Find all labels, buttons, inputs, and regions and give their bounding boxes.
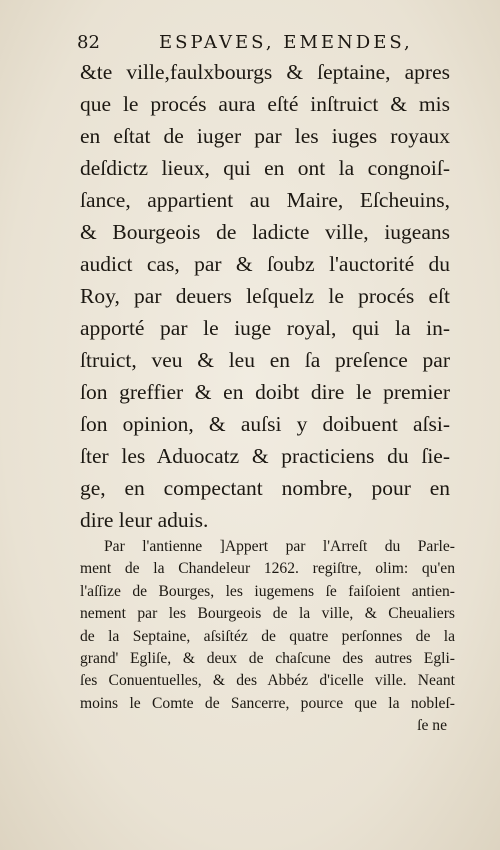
text-line: & Bourgeois de ladicte ville, iugeans: [80, 220, 450, 244]
page-number: 82: [77, 32, 100, 53]
text-line: ſter les Aduocatz & practiciens du ſie-: [80, 444, 450, 468]
note-line: nement par les Bourgeois de la ville, & Cheualiers: [80, 605, 455, 623]
note-line: Par l'antienne ]Appert par l'Arreſt du Parle-: [104, 538, 455, 555]
text-line: ſon opinion, & auſsi y doibuent aſsi-: [80, 412, 450, 436]
note-line: de la Septaine, aſsiſtéz de quatre perſonnes de la: [80, 627, 455, 645]
text-line: Roy, par deuers leſquelz le procés eſt: [80, 284, 450, 308]
footnote: [80, 536, 455, 738]
note-line: l'aſſize de Bourges, les iugemens ſe faiſoient antien-: [80, 582, 455, 600]
text-line: ſon greffier & en doibt dire le premier: [80, 380, 450, 404]
text-line-last: dire leur aduis.: [80, 508, 209, 532]
note-line: ſes Conuentuelles, & des Abbéz d'icelle ville. Neant: [80, 672, 455, 690]
text-line: en eſtat de iuger par les iuges royaux: [80, 124, 450, 148]
text-line: ſance, appartient au Maire, Eſcheuins,: [80, 188, 450, 212]
note-line: moins le Comte de Sancerre, pource que la nobleſ-: [80, 694, 455, 712]
note-line: ment de la Chandeleur 1262. regiſtre, olim: qu'en: [80, 560, 455, 578]
text-line: ge, en compectant nombre, pour en: [80, 476, 450, 500]
text-line: audict cas, par & ſoubz l'auctorité du: [80, 252, 450, 276]
running-head: ESPAVES, EMENDES,: [159, 32, 413, 53]
text-line: &te ville,faulxbourgs & ſeptaine, apres: [80, 60, 450, 84]
catchword: ſe ne: [417, 717, 447, 735]
page-header: [77, 30, 417, 56]
text-line: apporté par le iuge royal, qui la in-: [80, 316, 450, 340]
note-line: grand' Egliſe, & deux de chaſcune des autres Egli-: [80, 649, 455, 667]
text-line: ſtruict, veu & leu en ſa preſence par: [80, 348, 450, 372]
text-line: que le procés aura eſté inſtruict & mis: [80, 92, 450, 116]
main-text: [80, 56, 450, 536]
text-line: deſdictz lieux, qui en ont la congnoiſ-: [80, 156, 450, 180]
